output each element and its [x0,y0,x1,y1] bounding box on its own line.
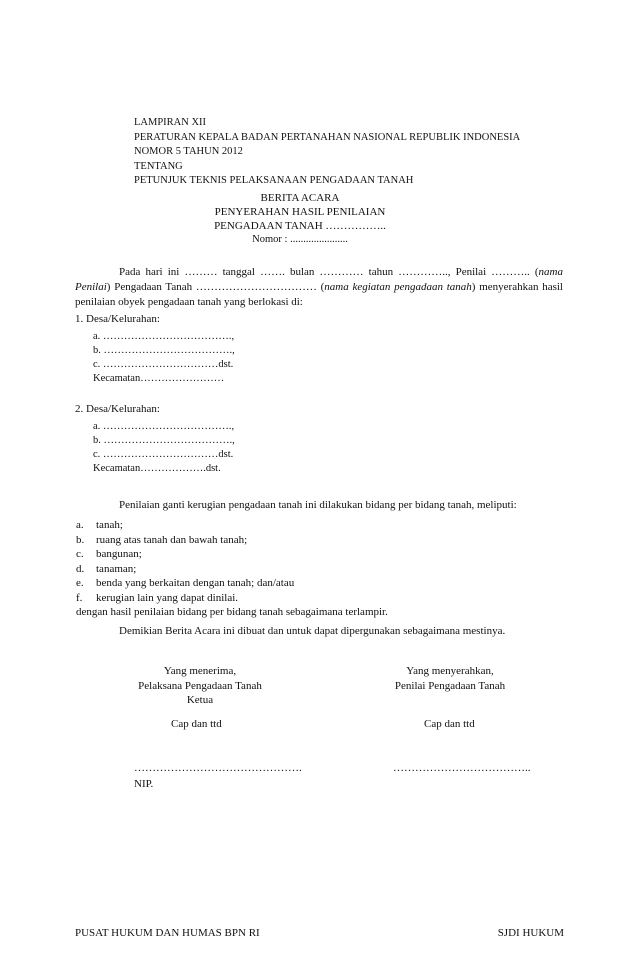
intro-part3: ) menyerahkan hasil penilaian obyek pengadaan tanah yang berlokasi di: [75,281,563,308]
closing-paragraph: Demikian Berita Acara ini dibuat dan untuk dapat dipergunakan sebagaimana mestinya. [119,625,506,637]
hasil-paragraph: dengan hasil penilaian bidang per bidang tanah sebagaimana terlampir. [76,606,388,618]
stamp-placeholder-left: Cap dan ttd [171,718,222,730]
title-berita-acara: BERITA ACARA [260,192,340,204]
list-text: benda yang berkaitan dengan tanah; dan/atau [96,577,295,589]
signature-line-right: ……………………………….. [393,762,531,774]
title-nomor: Nomor : ...................... [252,234,348,245]
signature-position: Pelaksana Pengadaan Tanah [138,679,262,692]
intro-italic-kegiatan: nama kegiatan pengadaan tanah [324,281,472,293]
list-item [76,576,294,591]
list-item: b. ………………………………., [93,435,235,446]
signature-position: Penilai Pengadaan Tanah [394,679,506,692]
header-line-petunjuk: PETUNJUK TEKNIS PELAKSANAAN PENGADAAN TANAH [134,175,414,186]
list-label: a. [76,519,84,531]
list-item: c. ……………………………dst. [93,449,234,460]
header-line-nomor: NOMOR 5 TAHUN 2012 [134,146,243,157]
lampiran-header [134,116,520,189]
footer-left: PUSAT HUKUM DAN HUMAS BPN RI [75,927,260,939]
list-text: ruang atas tanah dan bawah tanah; [96,533,248,546]
list-item [76,562,294,577]
signature-role: Yang menyerahkan, [406,665,494,677]
signature-block-receiver [115,664,285,708]
intro-part1: Pada hari ini ……… tanggal ……. bulan ………… tahun ………….., Penilai ……….. ( [119,266,539,278]
location-section-2 [75,402,235,476]
section-heading: 1. Desa/Kelurahan: [75,313,160,325]
stamp-placeholder-right: Cap dan ttd [424,718,475,730]
list-label: f. [76,591,83,604]
header-line-peraturan: PERATURAN KEPALA BADAN PERTANAHAN NASIONAL REPUBLIK INDONESIA [134,131,521,143]
location-sublist [93,420,235,476]
list-item [76,591,294,606]
list-item [76,533,294,548]
intro-italic-penilai: nama Penilai [75,266,563,293]
list-item [76,547,294,562]
title-penyerahan: PENYERAHAN HASIL PENILAIAN [214,206,386,218]
header-line-lampiran: LAMPIRAN XII [134,117,207,128]
list-item: Kecamatan…………………… [93,373,225,384]
signature-line-left: ………………………………………. [134,762,302,774]
list-text: kerugian lain yang dapat dinilai. [96,591,239,604]
document-title [200,191,400,247]
location-section-1 [75,312,235,386]
list-label: b. [76,533,85,546]
object-list [76,518,294,605]
penilaian-paragraph: Penilaian ganti kerugian pengadaan tanah ini dilakukan bidang per bidang tanah, meliputi: [119,499,517,511]
list-text: tanah; [96,519,123,531]
signature-role: Yang menerima, [163,665,237,677]
footer-right: SJDI HUKUM [497,927,564,939]
list-text: tanaman; [96,562,137,575]
list-item: Kecamatan……………….dst. [93,463,221,474]
list-label: e. [76,577,84,589]
list-label: d. [76,562,85,575]
nip-label: NIP. [134,778,154,790]
list-text: bangunan; [96,548,142,560]
section-heading: 2. Desa/Kelurahan: [75,403,160,415]
list-item: a. ………………………………., [93,421,235,432]
header-line-tentang: TENTANG [134,160,183,172]
location-sublist [93,330,235,386]
signature-title: Ketua [186,694,214,706]
title-pengadaan: PENGADAAN TANAH …………….. [214,220,386,232]
list-item: b. ………………………………., [93,345,235,356]
list-label: c. [76,548,84,560]
intro-part2: ) Pengadaan Tanah …………………………… ( [106,281,325,293]
intro-paragraph [75,265,563,310]
signature-block-giver [370,664,530,693]
list-item: c. ……………………………dst. [93,359,234,370]
list-item: a. ………………………………., [93,331,235,342]
list-item [76,518,294,533]
